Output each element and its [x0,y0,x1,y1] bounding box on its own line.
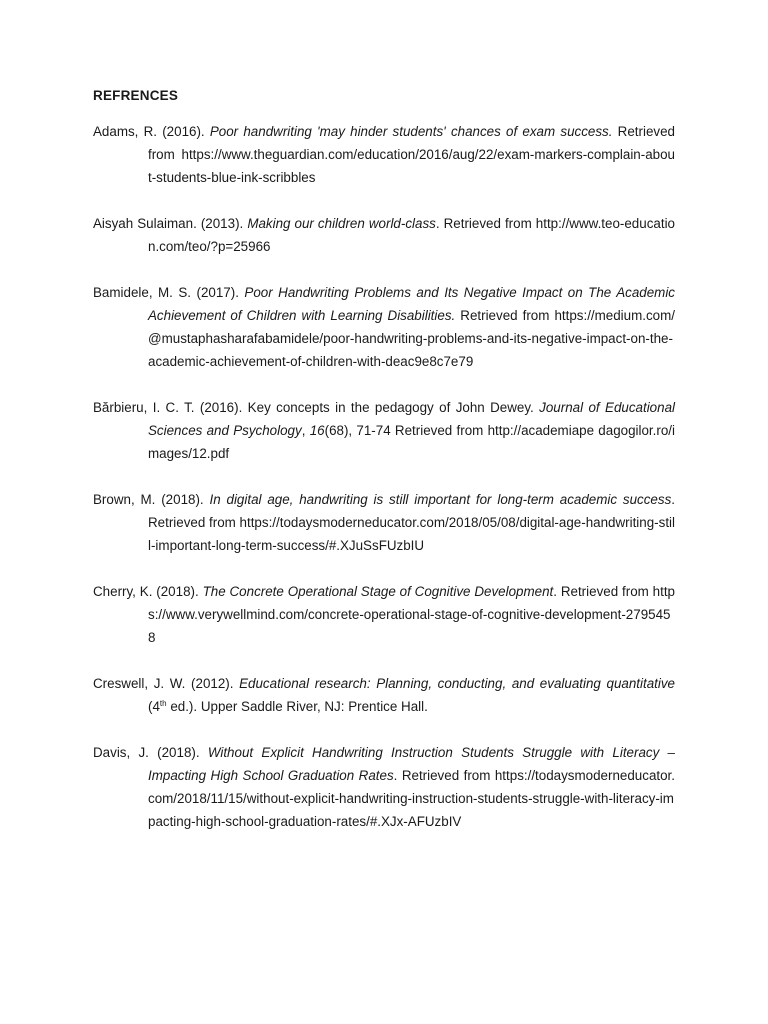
reference-url[interactable]: https://medium.com/@mustaphasharafabamidele/poor-handwriting-problems-and-its-negative-impact-on-the-academic-achievement-of-children-with-deac9e8c7e79 [148,308,675,369]
reference-url[interactable]: https://todaysmoderneducator.com/2018/05/08/digital-age-handwriting-still-important-long-term-success/#.XJuSsFUzbIU [148,515,675,553]
reference-title: The Concrete Operational Stage of Cognitive Development [202,584,554,599]
reference-author-date: Cherry, K. (2018). [93,584,203,599]
reference-author-date: Bărbieru, I. C. T. (2016). Key concepts in the pedagogy of John Dewey. [93,400,540,415]
reference-entry-adams [93,120,675,189]
reference-title: In digital age, handwriting is still important for long-term academic success [209,492,672,507]
reference-entry-aisyah [93,212,675,258]
reference-edition-suffix: th [159,699,167,708]
reference-title: Educational research: Planning, conducting, and evaluating quantitative [239,676,675,691]
reference-author-date: Creswell, J. W. (2012). [93,676,240,691]
reference-retrieved-text: . Retrieved from [553,584,653,599]
reference-title: Without Explicit Handwriting Instruction Students Struggle with Literacy – Impacting High School Graduation Rates [148,745,675,783]
reference-entry-davis [93,741,675,833]
reference-entry-bamidele [93,281,675,373]
reference-entry-barbieru [93,396,675,465]
reference-edition: (4 [148,699,160,714]
reference-retrieved-text: (68), 71-74 Retrieved from [324,423,488,438]
reference-publisher: ed.). Upper Saddle River, NJ: Prentice Hall. [166,699,428,714]
reference-url[interactable]: http://www.teo-education.com/teo/?p=25966 [148,216,675,254]
reference-retrieved-text: . Retrieved from [393,768,495,783]
document-page [93,86,675,856]
reference-retrieved-text: Retrieved from [455,308,555,323]
reference-retrieved-text: . Retrieved from [435,216,536,231]
references-heading: REFRENCES [93,88,179,103]
reference-url[interactable]: https://www.theguardian.com/education/2016/aug/22/exam-markers-complain-about-students-blue-ink-scribbles [148,147,675,185]
reference-url[interactable]: https://todaysmoderneducator.com/2018/11/15/without-explicit-handwriting-instruction-students-struggle-with-literacy-impacting-high-school-graduation-rates/#.XJx-AFUzbIV [148,768,675,829]
reference-author-date: Adams, R. (2016). [93,124,210,139]
reference-separator: , [301,423,310,438]
reference-author-date: Davis, J. (2018). [93,745,208,760]
reference-url[interactable]: http://academiape dagogilor.ro/images/12.pdf [148,423,675,461]
reference-retrieved-text: . Retrieved from [148,492,675,530]
reference-journal: Journal of Educational Sciences and Psychology [148,400,675,438]
reference-author-date: Bamidele, M. S. (2017). [93,285,245,300]
reference-title: Poor handwriting 'may hinder students' chances of exam success. [209,124,613,139]
reference-entry-creswell [93,672,675,718]
reference-author-date: Aisyah Sulaiman. (2013). [93,216,248,231]
reference-entry-cherry [93,580,675,649]
reference-entry-brown [93,488,675,557]
reference-title: Making our children world-class [247,216,436,231]
reference-author-date: Brown, M. (2018). [93,492,210,507]
reference-volume: 16 [309,423,325,438]
reference-url[interactable]: https://www.verywellmind.com/concrete-operational-stage-of-cognitive-development-2795458 [148,584,675,645]
reference-retrieved-text: Retrieved from [148,124,675,162]
reference-title: Poor Handwriting Problems and Its Negative Impact on The Academic Achievement of Children with Learning Disabilities. [148,285,675,323]
